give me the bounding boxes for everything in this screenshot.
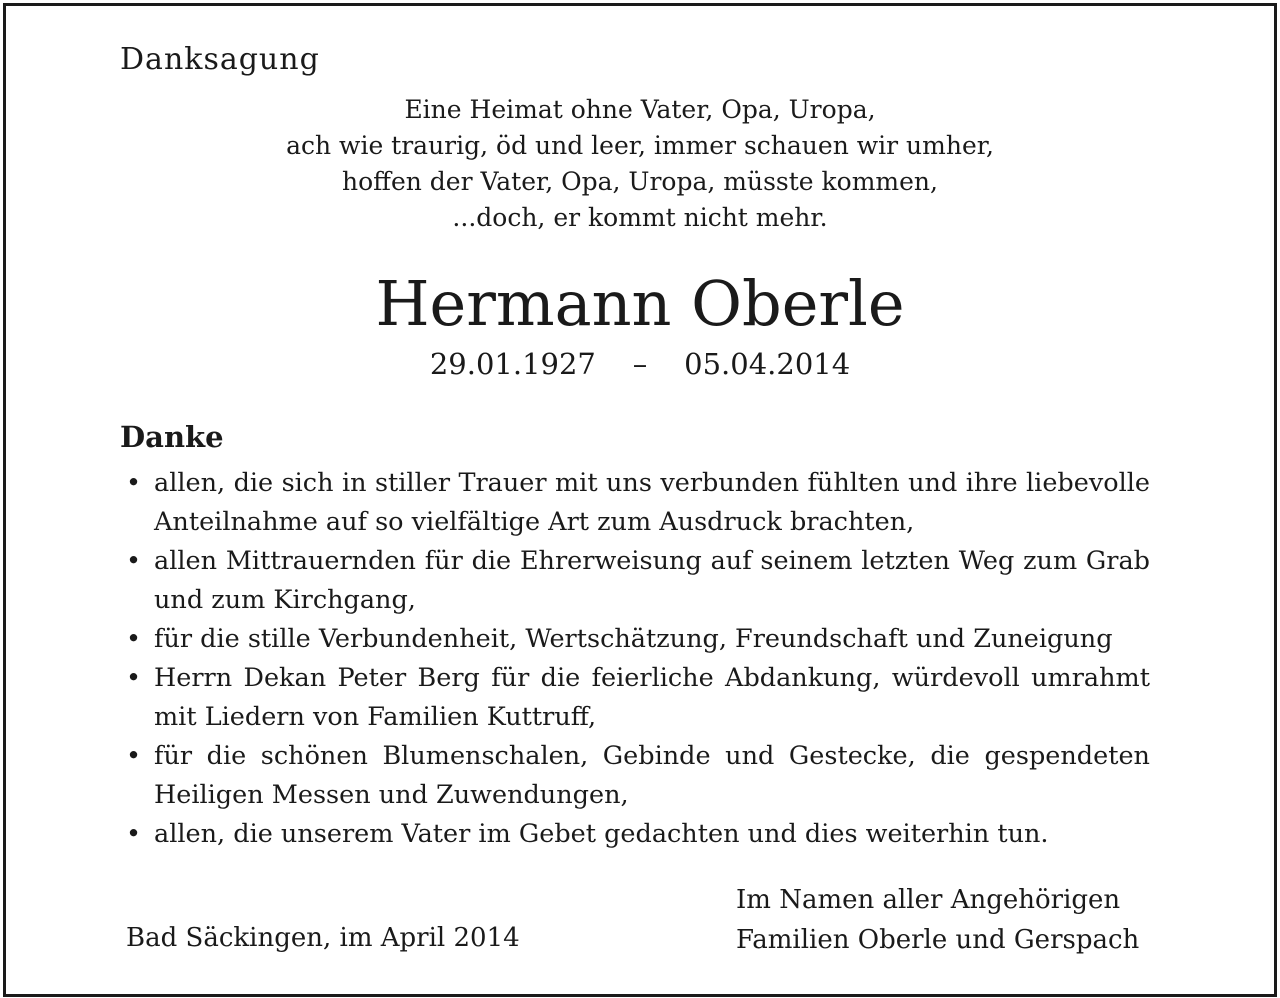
bullet: • [126,663,142,693]
list-item [120,620,1150,659]
list-item-text: für die schönen Blumenschalen, Gebinde und Gestecke, die gespendeten Heiligen Messen und Zuwendungen, [154,741,1150,810]
bullet: • [126,624,142,654]
list-item [120,659,1150,737]
signature-line: Familien Oberle und Gerspach [736,925,1140,955]
list-item-text: für die stille Verbundenheit, Wertschätzung, Freundschaft und Zuneigung [154,624,1113,654]
bullet: • [126,741,142,771]
signature [736,880,1139,960]
place-date: Bad Säckingen, im April 2014 [126,923,520,953]
deceased-name: Hermann Oberle [375,267,905,340]
poem-line: ach wie traurig, öd und leer, immer schauen wir umher, [286,131,994,160]
poem-line: Eine Heimat ohne Vater, Opa, Uropa, [404,95,876,124]
thanks-list [120,464,1150,854]
list-item-text: allen, die sich in stiller Trauer mit uns verbunden fühlten und ihre liebevolle Anteilnahme auf so vielfältige Art zum Ausdruck brachten, [154,468,1150,537]
list-item-text: Herrn Dekan Peter Berg für die feierliche Abdankung, würdevoll umrahmt mit Liedern von Familien Kuttruff, [154,663,1150,732]
list-item [120,542,1150,620]
notice-frame [3,3,1277,997]
signature-line: Im Namen aller Angehörigen [736,885,1121,915]
poem-line: hoffen der Vater, Opa, Uropa, müsste kommen, [342,167,938,196]
list-item-text: allen Mittrauernden für die Ehrerweisung auf seinem letzten Weg zum Grab und zum Kirchgang, [154,546,1150,615]
poem-line: ...doch, er kommt nicht mehr. [452,203,828,232]
date-separator: – [632,347,648,381]
list-item [120,737,1150,815]
thanks-title: Danke [120,420,224,454]
list-item [120,464,1150,542]
bullet: • [126,819,142,849]
list-item [120,815,1150,854]
list-item-text: allen, die unserem Vater im Gebet gedachten und dies weiterhin tun. [154,819,1049,849]
birth-date: 29.01.1927 [429,347,596,381]
notice-heading: Danksagung [120,42,320,77]
bullet: • [126,468,142,498]
bullet: • [126,546,142,576]
life-dates [6,344,1274,384]
poem [6,92,1274,236]
death-date: 05.04.2014 [684,347,851,381]
